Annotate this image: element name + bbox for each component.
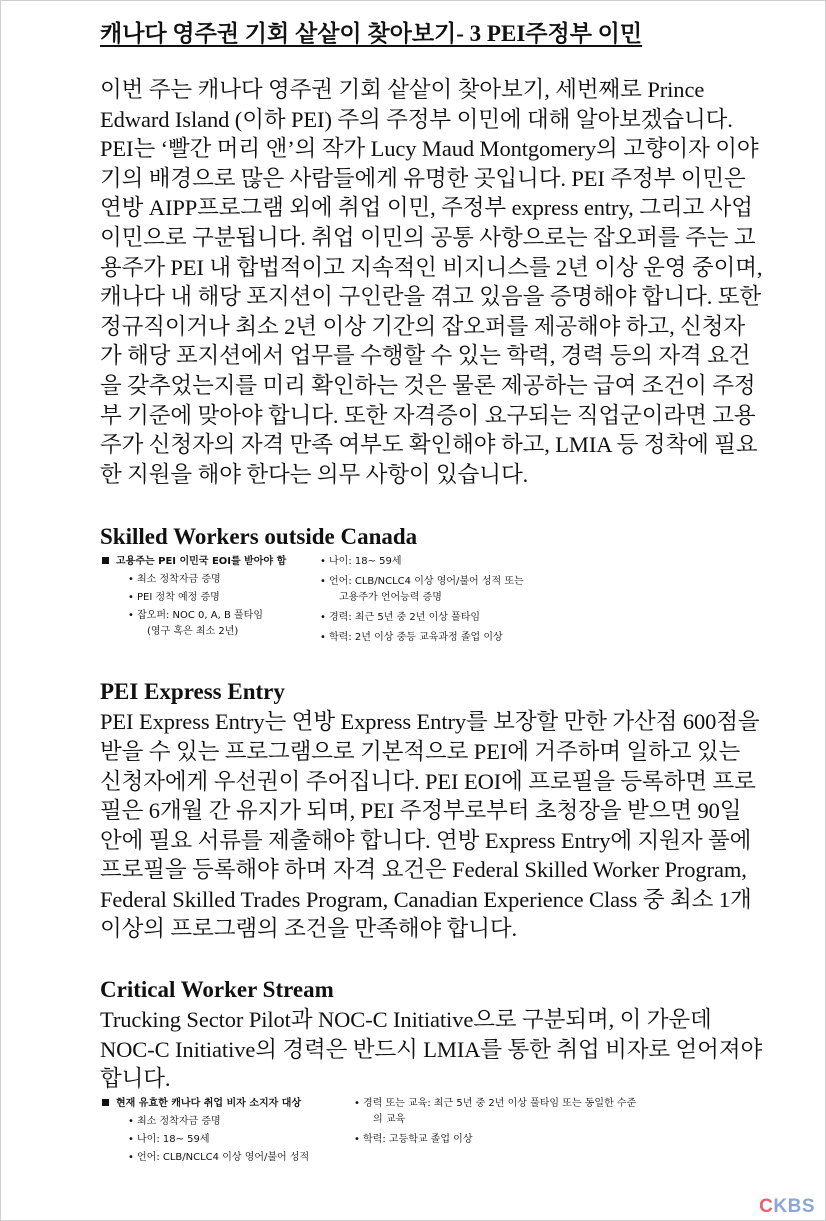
critical-left-list xyxy=(100,1113,320,1167)
express-entry-paragraph: PEI Express Entry는 연방 Express Entry를 보장할 만한 가산점 600점을 받을 수 있는 프로그램으로 기본적으로 PEI에 거주하며 일하고 있는 신청자에게 우선권이 주어집니다. PEI EOI에 프로필을 등록하면 프로필은 6개월 간 유지가 되며, PEI 주정부로부터 초청장을 받으면 90일 안에 필요 서류를 제출해야 합니다. 연방 Express Entry에 지원자 풀에 프로필을 등록해야 하며 자격 요건은 Federal Skilled Worker Program, Federal Skilled Trades Program, Canadian Experience Class 중 최소 1개 이상의 프로그램의 조건을 만족해야 합니다. xyxy=(100,709,760,942)
express-entry-heading: PEI Express Entry xyxy=(100,679,285,705)
list-item: • 최소 정착자금 증명 xyxy=(128,571,320,589)
list-item: • 학력: 2년 이상 중등 교육과정 졸업 이상 xyxy=(320,629,765,647)
list-item: • 잡오퍼: NOC 0, A, B 풀타임 (영구 혹은 최소 2년) xyxy=(128,607,320,639)
square-bullet-icon xyxy=(102,1099,109,1106)
square-bullet-icon xyxy=(102,557,109,564)
critical-left-column xyxy=(100,1095,320,1167)
ckbs-logo: CKBS xyxy=(759,1196,815,1217)
list-item: • 나이: 18~ 59세 xyxy=(320,553,765,571)
critical-worker-heading: Critical Worker Stream xyxy=(100,977,334,1003)
list-item: • 언어: CLB/NCLC4 이상 영어/불어 성적 또는 고용주가 언어능력 증명 xyxy=(320,573,765,605)
list-item: • 경력: 최근 5년 중 2년 이상 풀타임 xyxy=(320,609,765,627)
critical-worker-requirements xyxy=(100,1095,765,1167)
critical-right-list xyxy=(354,1095,765,1149)
critical-right-column xyxy=(320,1095,765,1167)
critical-box-heading: 현재 유효한 캐나다 취업 비자 소지자 대상 xyxy=(100,1095,320,1113)
intro-paragraph: 이번 주는 캐나다 영주권 기회 샅샅이 찾아보기, 세번째로 Prince Edward Island (이하 PEI) 주의 주정부 이민에 대해 알아보겠습니다. PEI는 ‘빨간 머리 앤’의 작가 Lucy Maud Montgomery의 고향이자 이야기의 배경으로 많은 사람들에게 유명한 곳입니다. PEI 주정부 이민은 연방 AIPP프로그램 외에 취업 이민, 주정부 express entry, 그리고 사업 이민으로 구분됩니다. 취업 이민의 공통 사항으로는 잡오퍼를 주는 고용주가 PEI 내 합법적이고 지속적인 비지니스를 2년 이상 운영 중이며, 캐나다 내 해당 포지션이 구인란을 겪고 있음을 증명해야 합니다. 또한 정규직이거나 최소 2년 이상 기간의 잡오퍼를 제공해야 하고, 신청자가 해당 포지션에서 업무를 수행할 수 있는 학력, 경력 등의 자격 요건을 갖추었는지를 미리 확인하는 것은 물론 제공하는 급여 조건이 주정부 기준에 맞아야 합니다. 또한 자격증이 요구되는 직업군이라면 고용주가 신청자의 자격 만족 여부도 확인해야 하고, LMIA 등 정착에 필요한 지원을 해야 한다는 의무 사항이 있습니다. xyxy=(100,77,763,487)
skilled-left-list xyxy=(100,571,320,639)
skilled-right-list xyxy=(320,553,765,647)
list-item: • 나이: 18~ 59세 xyxy=(128,1131,320,1149)
skilled-box-heading: 고용주는 PEI 이민국 EOI를 받아야 함 xyxy=(100,553,320,571)
skilled-right-column xyxy=(320,553,765,649)
list-item: • 언어: CLB/NCLC4 이상 영어/불어 성적 xyxy=(128,1149,320,1167)
skilled-workers-requirements xyxy=(100,553,765,649)
list-item: • PEI 정착 예정 증명 xyxy=(128,589,320,607)
list-item: • 학력: 고등학교 졸업 이상 xyxy=(354,1131,765,1149)
skilled-left-column xyxy=(100,553,320,649)
page-title: 캐나다 영주권 기회 샅샅이 찾아보기- 3 PEI주정부 이민 xyxy=(100,21,643,46)
list-item: • 최소 정착자금 증명 xyxy=(128,1113,320,1131)
critical-worker-paragraph: Trucking Sector Pilot과 NOC-C Initiative으로 구분되며, 이 가운데 NOC-C Initiative의 경력은 반드시 LMIA를 통한 취업 비자로 얻어져야 합니다. xyxy=(100,1007,763,1092)
list-item: • 경력 또는 교육: 최근 5년 중 2년 이상 풀타임 또는 동일한 수준 의 교육 xyxy=(354,1095,765,1127)
skilled-workers-heading: Skilled Workers outside Canada xyxy=(100,524,418,550)
